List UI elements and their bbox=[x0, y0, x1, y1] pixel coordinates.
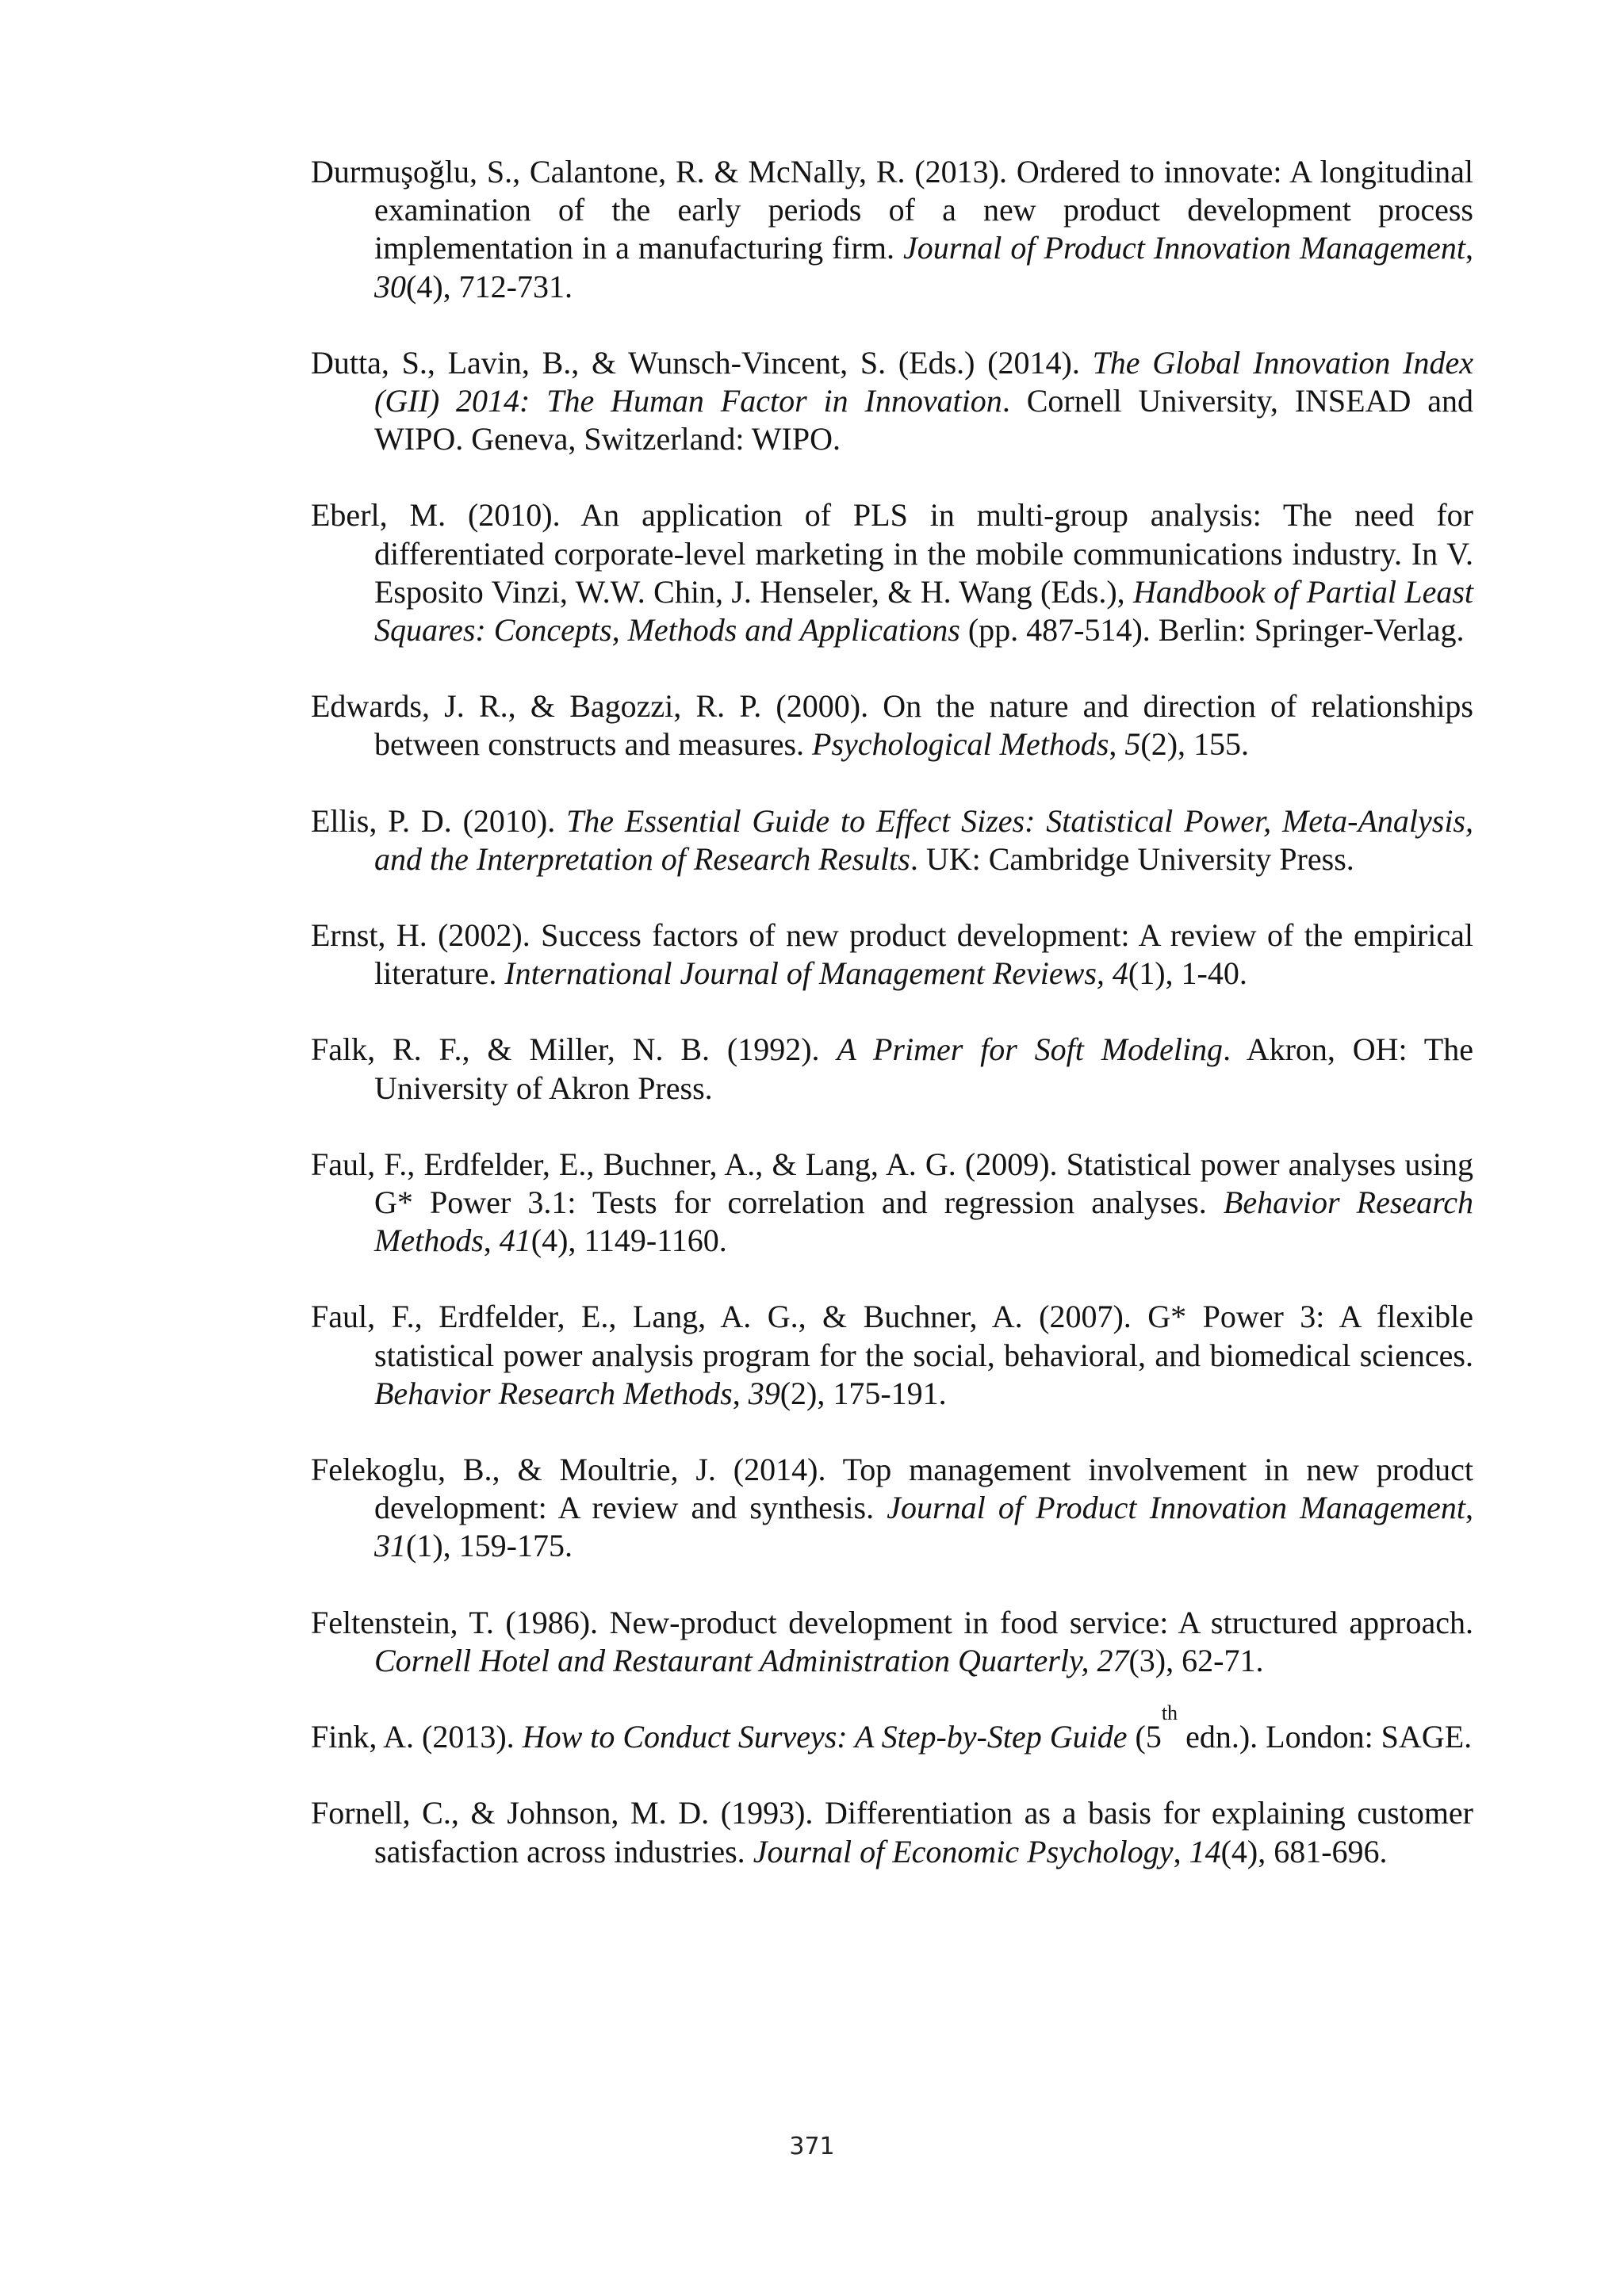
reference-entry bbox=[311, 1701, 1473, 1756]
italic-text: 14 bbox=[1189, 1833, 1221, 1869]
reference-text: (3), 62-71. bbox=[1128, 1642, 1264, 1678]
reference-entry bbox=[311, 1146, 1473, 1261]
reference-text: (2), 175-191. bbox=[779, 1375, 947, 1411]
reference-text: Falk, R. F., & Miller, N. B. (1992). bbox=[311, 1031, 837, 1068]
reference-text: Ellis, P. D. (2010). bbox=[311, 802, 567, 839]
page-number: 371 bbox=[789, 2133, 835, 2160]
italic-text: Journal of Product Innovation Management bbox=[902, 230, 1466, 266]
italic-text: Journal of Economic Psychology bbox=[753, 1833, 1174, 1869]
reference-text: , bbox=[1173, 1833, 1189, 1869]
italic-text: The Global Innovation Index (GII) 2014: The Human Factor in Innovation bbox=[374, 344, 1473, 419]
italic-text: 41 bbox=[499, 1223, 531, 1259]
reference-text: , bbox=[1109, 726, 1125, 763]
reference-text: (4), 1149-1160. bbox=[530, 1223, 727, 1259]
reference-text: (pp. 487-514). Berlin: Springer-Verlag. bbox=[959, 612, 1465, 649]
reference-text: . Cornell University, INSEAD and WIPO. Geneva, Switzerland: WIPO. bbox=[374, 383, 1473, 457]
reference-text: Fornell, C., & Johnson, M. D. (1993). Differentiation as a basis for explaining customer satisfaction across industries. bbox=[311, 1795, 1473, 1869]
reference-text: (2), 155. bbox=[1140, 726, 1250, 763]
reference-text: Faul, F., Erdfelder, E., Buchner, A., & Lang, A. G. (2009). Statistical power analyses using G* Power 3.1: Tests for correlation and regression analyses. bbox=[311, 1146, 1473, 1221]
reference-text: (4), 681-696. bbox=[1220, 1833, 1388, 1869]
italic-text: Behavior Research Methods bbox=[374, 1375, 733, 1411]
italic-text: 5 bbox=[1124, 726, 1141, 763]
reference-entry bbox=[311, 496, 1473, 649]
superscript-text: th bbox=[1161, 1701, 1178, 1725]
reference-text: Fink, A. (2013). bbox=[311, 1719, 523, 1755]
reference-entry bbox=[311, 344, 1473, 459]
reference-text: . UK: Cambridge University Press. bbox=[910, 840, 1354, 877]
reference-entry bbox=[311, 1794, 1473, 1870]
italic-text: Journal of Product Innovation Management bbox=[887, 1490, 1465, 1526]
italic-text: 31 bbox=[374, 1528, 406, 1564]
reference-text: (4), 712-731. bbox=[406, 268, 573, 304]
italic-text: 39 bbox=[748, 1375, 780, 1411]
reference-text: Eberl, M. (2010). An application of PLS in multi-group analysis: The need for differentiated corporate-level marketing in the mobile communications industry. In V. Esposito Vinzi, W.W. Chin, J. Henseler, & H. Wang (Eds.), bbox=[311, 497, 1473, 610]
reference-text: (1), 159-175. bbox=[406, 1528, 573, 1564]
reference-entry bbox=[311, 1031, 1473, 1107]
reference-text: (5 bbox=[1127, 1719, 1162, 1755]
reference-text: . Akron, OH: The University of Akron Press. bbox=[374, 1031, 1473, 1106]
reference-entry bbox=[311, 802, 1473, 878]
italic-text: A Primer for Soft Modeling bbox=[837, 1031, 1224, 1068]
reference-text: Faul, F., Erdfelder, E., Lang, A. G., & Buchner, A. (2007). G* Power 3: A flexible statistical power analysis program for the social, behavioral, and biomedical sciences. bbox=[311, 1299, 1473, 1373]
reference-entry bbox=[311, 153, 1473, 306]
italic-text: Cornell Hotel and Restaurant Administration Quarterly, 27 bbox=[374, 1642, 1129, 1678]
italic-text: The Essential Guide to Effect Sizes: Statistical Power, Meta-Analysis, and the Interpretation of Research Results bbox=[374, 802, 1473, 877]
reference-list bbox=[311, 153, 1473, 1871]
reference-entry bbox=[311, 1604, 1473, 1680]
reference-entry bbox=[311, 1451, 1473, 1566]
italic-text: 30 bbox=[374, 268, 406, 304]
reference-text: Dutta, S., Lavin, B., & Wunsch-Vincent, S. (Eds.) (2014). bbox=[311, 344, 1093, 381]
reference-text: Feltenstein, T. (1986). New-product development in food service: A structured approach. bbox=[311, 1604, 1473, 1640]
italic-text: Handbook of Partial Least Squares: Concepts, Methods and Applications bbox=[374, 573, 1473, 649]
reference-text: , bbox=[483, 1223, 500, 1259]
reference-text: Ernst, H. (2002). Success factors of new product development: A review of the empirical literature. bbox=[311, 917, 1473, 992]
reference-entry bbox=[311, 916, 1473, 993]
reference-text: Edwards, J. R., & Bagozzi, R. P. (2000). On the nature and direction of relationships between constructs and measures. bbox=[311, 688, 1473, 763]
italic-text: Psychological Methods bbox=[812, 726, 1109, 763]
reference-text: , bbox=[1465, 230, 1474, 266]
reference-text: , bbox=[1465, 1490, 1473, 1526]
reference-text: edn.). London: SAGE. bbox=[1178, 1719, 1473, 1755]
italic-text: International Journal of Management Reviews, 4 bbox=[504, 955, 1128, 992]
reference-text: Durmuşoğlu, S., Calantone, R. & McNally, R. (2013). Ordered to innovate: A longitudinal examination of the early periods of a new product development process implementation in a manufacturing firm. bbox=[311, 154, 1473, 266]
italic-text: Behavior Research Methods bbox=[374, 1184, 1473, 1259]
reference-text: , bbox=[732, 1375, 749, 1411]
reference-entry bbox=[311, 687, 1473, 763]
reference-entry bbox=[311, 1298, 1473, 1413]
reference-text: Felekoglu, B., & Moultrie, J. (2014). Top management involvement in new product development: A review and synthesis. bbox=[311, 1452, 1473, 1526]
reference-text: (1), 1-40. bbox=[1128, 955, 1247, 992]
italic-text: How to Conduct Surveys: A Step-by-Step Guide bbox=[522, 1719, 1128, 1755]
